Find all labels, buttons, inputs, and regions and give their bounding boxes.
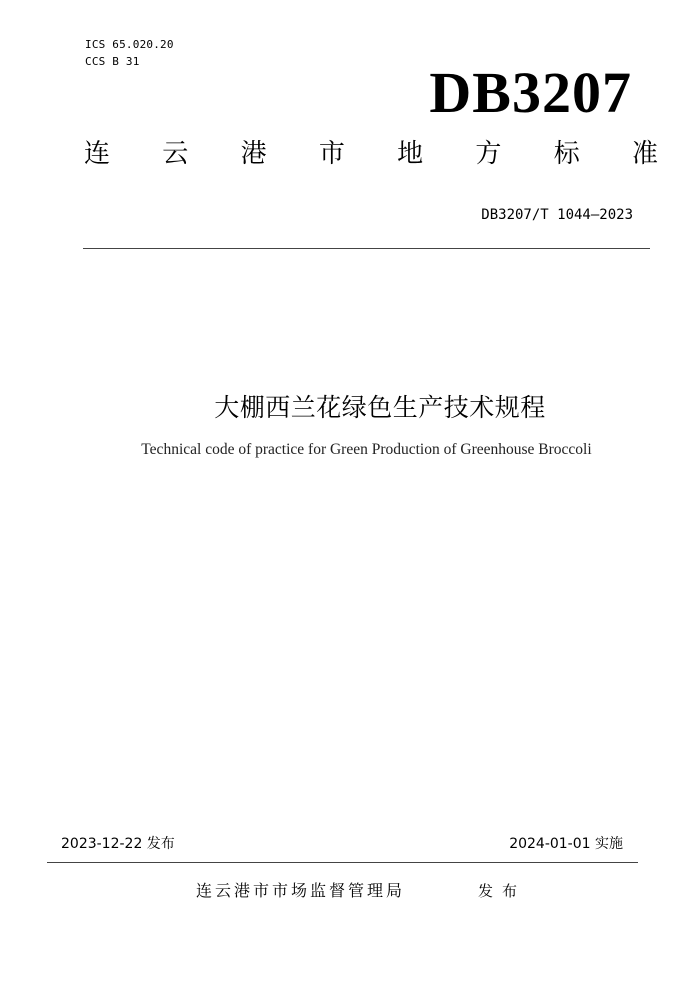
document-title-en: Technical code of practice for Green Production of Greenhouse Broccoli xyxy=(141,441,592,458)
standard-type-char: 云 xyxy=(162,139,189,169)
standard-type xyxy=(84,138,658,170)
issuing-authority: 连云港市市场监督管理局 xyxy=(196,881,406,900)
standard-type-char: 港 xyxy=(240,139,267,169)
standard-type-char: 市 xyxy=(318,139,345,169)
db-code-title: DB3207 xyxy=(429,60,632,125)
issue-label: 发布 xyxy=(478,882,527,900)
top-divider xyxy=(83,248,650,249)
standard-type-char: 地 xyxy=(397,139,424,169)
implementation-date: 2024-01-01 实施 xyxy=(509,836,623,852)
issue-date: 2023-12-22 发布 xyxy=(61,836,175,852)
standard-type-char: 连 xyxy=(84,139,111,169)
standard-type-char: 方 xyxy=(475,139,502,169)
document-title-cn: 大棚西兰花绿色生产技术规程 xyxy=(214,393,546,422)
ccs-code: CCS B 31 xyxy=(85,55,140,68)
standard-type-char: 标 xyxy=(553,139,580,169)
bottom-divider xyxy=(47,862,638,863)
standard-type-char: 准 xyxy=(631,139,658,169)
ics-code: ICS 65.020.20 xyxy=(85,38,174,51)
standard-number: DB3207/T 1044—2023 xyxy=(481,207,633,223)
